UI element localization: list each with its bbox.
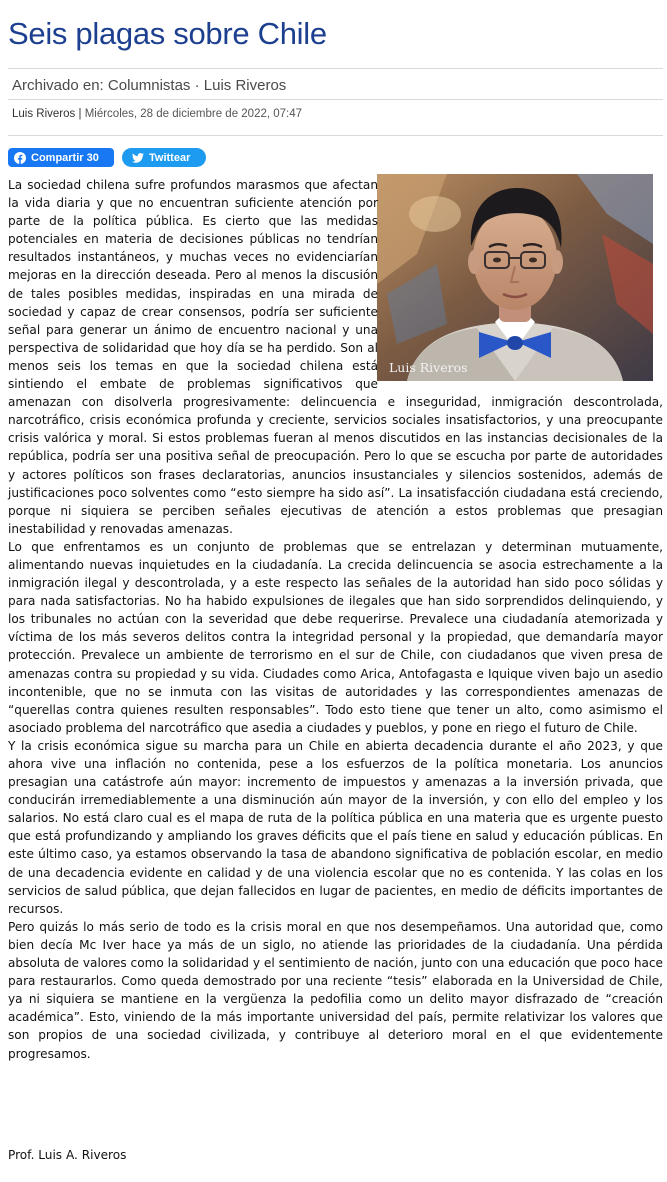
divider — [8, 135, 663, 136]
archived-in — [12, 77, 286, 94]
share-bar — [8, 148, 206, 167]
twitter-share-label: Twittear — [149, 151, 191, 164]
twitter-share-button[interactable] — [122, 148, 206, 167]
divider — [8, 68, 663, 69]
category-link-columnistas[interactable]: Columnistas — [107, 77, 191, 94]
category-link-author[interactable]: Luis Riveros — [203, 77, 287, 94]
article-paragraph: Pero quizás lo más serio de todo es la crisis moral en que nos desempeñamos. Una autoridad que, como bien decía Mc Iver hace ya más de un siglo, no atiende las prioridades de la ciudadanía. Una pérdida absoluta de valores como la solidaridad y el sentimiento de nación, junto con una educación que poco hace para restaurarlos. Como queda demostrado por una reciente “tesis” elaborada en la Universidad de Chile, ya ni siquiera se mantiene en la vergüenza la pedofilia como un delito mayor disfrazado de “creación académica”. Esto, viniendo de la más importante universidad del país, permite relativizar los valores que son propios de una sociedad civilizada, y contribuye al deterioro moral en el que evidentemente progresamos. — [8, 919, 663, 1061]
article-paragraph: La sociedad chilena sufre profundos marasmos que afectan la vida diaria y que no encuentran suficiente atención por parte de la política pública. Es cierto que las medidas potenciales en materia de decisiones públicas no tendrían resultados instantáneos, y muchas veces no evidenciarían mejoras en la dirección deseada. Pero al menos la discusión de tales posibles medidas, inspiradas en una mirada de sociedad y capaz de crear consensos, podría ser suficiente señal para generar un ánimo de encuentro nacional y una perspectiva de solidaridad que hoy día se ha perdido. Son al menos seis los temas en que la sociedad chilena está sintiendo el embate de problemas significativos que amenazan con disolverla progresivamente: delincuencia e inseguridad, inmigración descontrolada, narcotráfico, crisis económica profunda y creciente, servicios sociales insatisfactorios, y una preocupante crisis valórica y moral. Si estos problemas fueran al menos discutidos en las instancias decisionales de la república, podría ser una positiva señal de preocupación. Pero lo que se escucha por parte de autoridades y actores políticos son frases declaratorias, anuncios insustanciales y silencios sostenidos, además de justificaciones poco solventes como “esto siempre ha sido así”. La insatisfacción ciudadana está creciendo, porque ni siquiera se perciben señales ejecutivas de atención a estos problemas que presagian inestabilidad y renovadas amenazas. — [8, 178, 663, 536]
article-title: Seis plagas sobre Chile — [8, 16, 327, 51]
article-paragraph: Y la crisis económica sigue su marcha para un Chile en abierta decadencia durante el año 2023, y que ahora vive una inflación no contenida, pese a los esfuerzos de la política monetaria. Los anuncios presagian una catástrofe aún mayor: incremento de impuestos y amenazas a la inversión privada, que conducirán irremediablemente a una disminución aún mayor de la inversión, y con ello del empleo y los salarios. No está claro cual es el mapa de ruta de la política pública en una materia que es urgente puesto que está profundizando y ampliando los graves déficits que el país tiene en salud y educación públicas. En este último caso, ya estamos observando la tasa de abandono significativa de población escolar, en medio de una decadencia evidente en calidad y de una violencia escolar que no es contenida. Y las colas en los servicios de salud pública, que dejan fallecidos en lugar de pacientes, en medio de déficits importantes de recursos. — [8, 738, 663, 916]
byline-separator: | — [78, 108, 82, 120]
category-separator: · — [194, 77, 200, 94]
archived-prefix: Archivado en: — [12, 77, 104, 94]
article-body — [8, 176, 663, 1063]
photo-caption: Luis Riveros — [389, 360, 468, 375]
author-link[interactable]: Luis Riveros — [12, 108, 76, 120]
publish-date: Miércoles, 28 de diciembre de 2022, 07:47 — [84, 108, 303, 120]
twitter-bird-icon — [132, 153, 144, 163]
article-signature: Prof. Luis A. Riveros — [8, 1148, 127, 1162]
facebook-share-button[interactable] — [8, 148, 114, 167]
byline — [12, 108, 302, 120]
photo-float-spacer — [378, 176, 663, 390]
divider — [8, 99, 663, 100]
article-paragraph: Lo que enfrentamos es un conjunto de problemas que se entrelazan y determinan mutuamente, alimentando nuevas inquietudes en la ciudadanía. La crecida delincuencia se asocia estrechamente a la inmigración ilegal y descontrolada, y a este respecto las señales de la autoridad han sido poco sólidas y para nada satisfactorias. No ha habido expulsiones de ilegales que han sido sorprendidos delinquiendo, y los tribunales no actúan con la severidad que debe requerirse. Prevalece una ciudadanía atemorizada y víctima de los más severos delitos contra la integridad personal y la propiedad, que demandaría mayor protección. Prevalece un ambiente de terrorismo en el sur de Chile, con ciudadanos que viven presa de amenazas contra su propiedad y su vida. Ciudades como Arica, Antofagasta e Iquique viven bajo un asedio incontenible, que no se inmuta con las visitas de autoridades y las correspondientes amenazas de “querellas contra quienes resulten responsables”. Todo esto tiene que tener un alto, como asimismo el asociado problema del narcotráfico que asedia a ciudades y pueblos, y pone en riego el futuro de Chile. — [8, 539, 663, 735]
facebook-icon — [14, 152, 26, 164]
facebook-share-label: Compartir 30 — [31, 151, 99, 164]
